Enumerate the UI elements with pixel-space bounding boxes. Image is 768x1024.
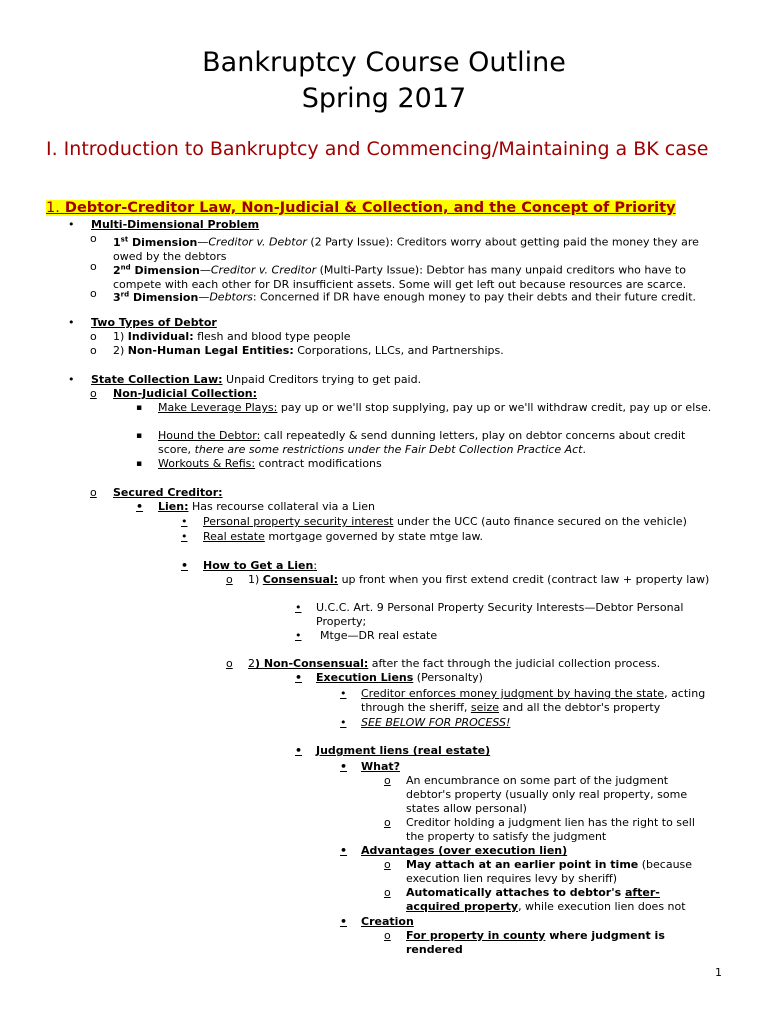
debtor-types-heading: Two Types of Debtor [91,316,217,329]
circle-marker: o [384,858,391,871]
circle-marker: o [90,330,97,343]
square-marker: ▪ [136,431,143,441]
advantages-heading: Advantages (over execution lien) [361,844,568,857]
circle-marker: o [384,929,391,942]
bullet-marker: • [68,218,75,231]
document-title: Bankruptcy Course Outline [202,47,566,78]
hound-the-debtor: Hound the Debtor: call repeatedly & send dunning letters, play on debtor concerns about credit score, there are some restrictions under the Fair Debt Collection Practice Act. [158,429,686,456]
dimension-1: 1st Dimension—Creditor v. Debtor (2 Party Issue): Creditors worry about getting paid the money they are owed by the debtors [113,235,699,263]
debtor-type-1: 1) Individual: flesh and blood type people [113,330,351,343]
page-number: 1 [715,966,722,979]
bullet-marker: • [340,844,348,857]
bullet-marker: • [295,629,302,642]
square-marker: ▪ [136,403,143,413]
circle-marker: o [90,387,97,400]
bullet-marker: • [68,316,75,329]
bullet-marker: • [340,915,348,928]
circle-marker: o [384,816,391,829]
bullet-marker: • [340,687,347,700]
ucc-art-9: U.C.C. Art. 9 Personal Property Security Interests—Debtor Personal Property; [316,601,684,628]
what-right-to-sell: Creditor holding a judgment lien has the right to sell the property to satisfy the judgment [406,816,695,843]
subsection-heading: 1. Debtor-Creditor Law, Non-Judicial & Collection, and the Concept of Priority [46,200,676,216]
see-below-note: SEE BELOW FOR PROCESS! [361,716,511,729]
what-heading: What? [361,760,401,773]
circle-marker: o [384,774,391,787]
circle-marker: o [90,486,97,499]
bullet-marker: • [136,500,144,513]
bullet-marker: • [340,716,347,729]
personal-property-interest: Personal property security interest under the UCC (auto finance secured on the vehicle) [203,515,687,528]
creation-heading: Creation [361,915,414,928]
execution-liens: Execution Liens (Personalty) [316,671,483,684]
real-estate-mortgage: Real estate mortgage governed by state mtge law. [203,530,484,543]
circle-marker: o [90,260,97,273]
creditor-enforces: Creditor enforces money judgment by having the state, acting through the sheriff, seize and all the debtor's property [361,687,706,714]
bullet-marker: • [181,515,188,528]
workouts-refis: Workouts & Refis: contract modifications [158,457,382,470]
circle-marker: o [226,657,233,670]
circle-marker: o [226,573,233,586]
debtor-type-2: 2) Non-Human Legal Entities: Corporations, LLCs, and Partnerships. [113,344,504,357]
advantage-earlier-attach: May attach at an earlier point in time (because execution lien requires levy by sheriff) [406,858,693,885]
document-subtitle: Spring 2017 [301,83,467,114]
dimension-3: 3rd Dimension—Debtors: Concerned if DR have enough money to pay their debts and their future credit. [113,290,697,304]
leverage-plays: Make Leverage Plays: pay up or we'll stop supplying, pay up or we'll withdraw credit, pay up or else. [158,401,712,414]
multi-dimensional-heading: Multi-Dimensional Problem [91,218,260,231]
circle-marker: o [384,886,391,899]
bullet-marker: • [340,760,348,773]
non-judicial-collection-heading: Non-Judicial Collection: [113,387,258,400]
lien-definition: Lien: Has recourse collateral via a Lien [158,500,376,513]
non-consensual-lien: 2) Non-Consensual: after the fact through the judicial collection process. [248,657,661,670]
circle-marker: o [90,232,97,245]
square-marker: ▪ [136,459,143,469]
advantage-after-acquired: Automatically attaches to debtor's after-acquired property, while execution lien does not [406,886,686,913]
bullet-marker: • [295,744,303,757]
how-to-get-lien-heading: How to Get a Lien: [203,559,318,572]
bullet-marker: • [68,373,75,386]
consensual-lien: 1) Consensual: up front when you first extend credit (contract law + property law) [248,573,710,586]
what-encumbrance: An encumbrance on some part of the judgment debtor's property (usually only real property, some states allow personal) [406,774,688,815]
bullet-marker: • [181,559,189,572]
bullet-marker: • [181,530,188,543]
bullet-marker: • [295,601,302,614]
secured-creditor-heading: Secured Creditor: [113,486,223,499]
creation-county: For property in county where judgment is rendered [406,929,665,956]
state-collection-law: State Collection Law: Unpaid Creditors trying to get paid. [91,373,422,386]
section-heading: I. Introduction to Bankruptcy and Commencing/Maintaining a BK case [46,138,709,160]
circle-marker: o [90,287,97,300]
mortgage-real-estate: Mtge—DR real estate [320,629,438,642]
judgment-liens-heading: Judgment liens (real estate) [316,744,491,757]
bullet-marker: • [295,671,303,684]
dimension-2: 2nd Dimension—Creditor v. Creditor (Multi-Party Issue): Debtor has many unpaid creditors who have to compete with each other for DR insufficient assets. Some will get left out because resources are scarce. [113,263,687,291]
circle-marker: o [90,344,97,357]
